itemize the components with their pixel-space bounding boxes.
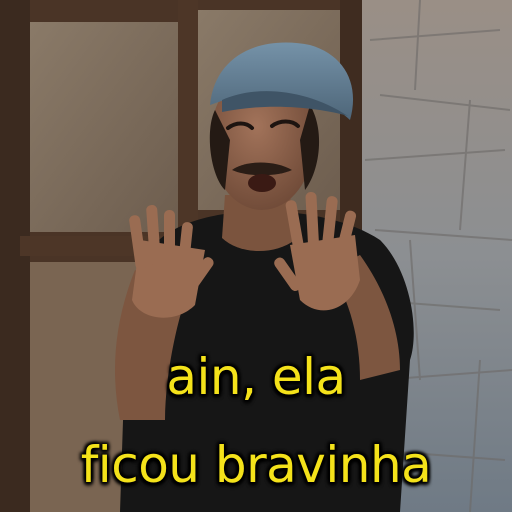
door-panel-top [30,22,180,232]
caption-line-2: ficou bravinha [80,436,432,494]
open-mouth [248,174,276,192]
caption-line-1: ain, ela [166,348,346,406]
